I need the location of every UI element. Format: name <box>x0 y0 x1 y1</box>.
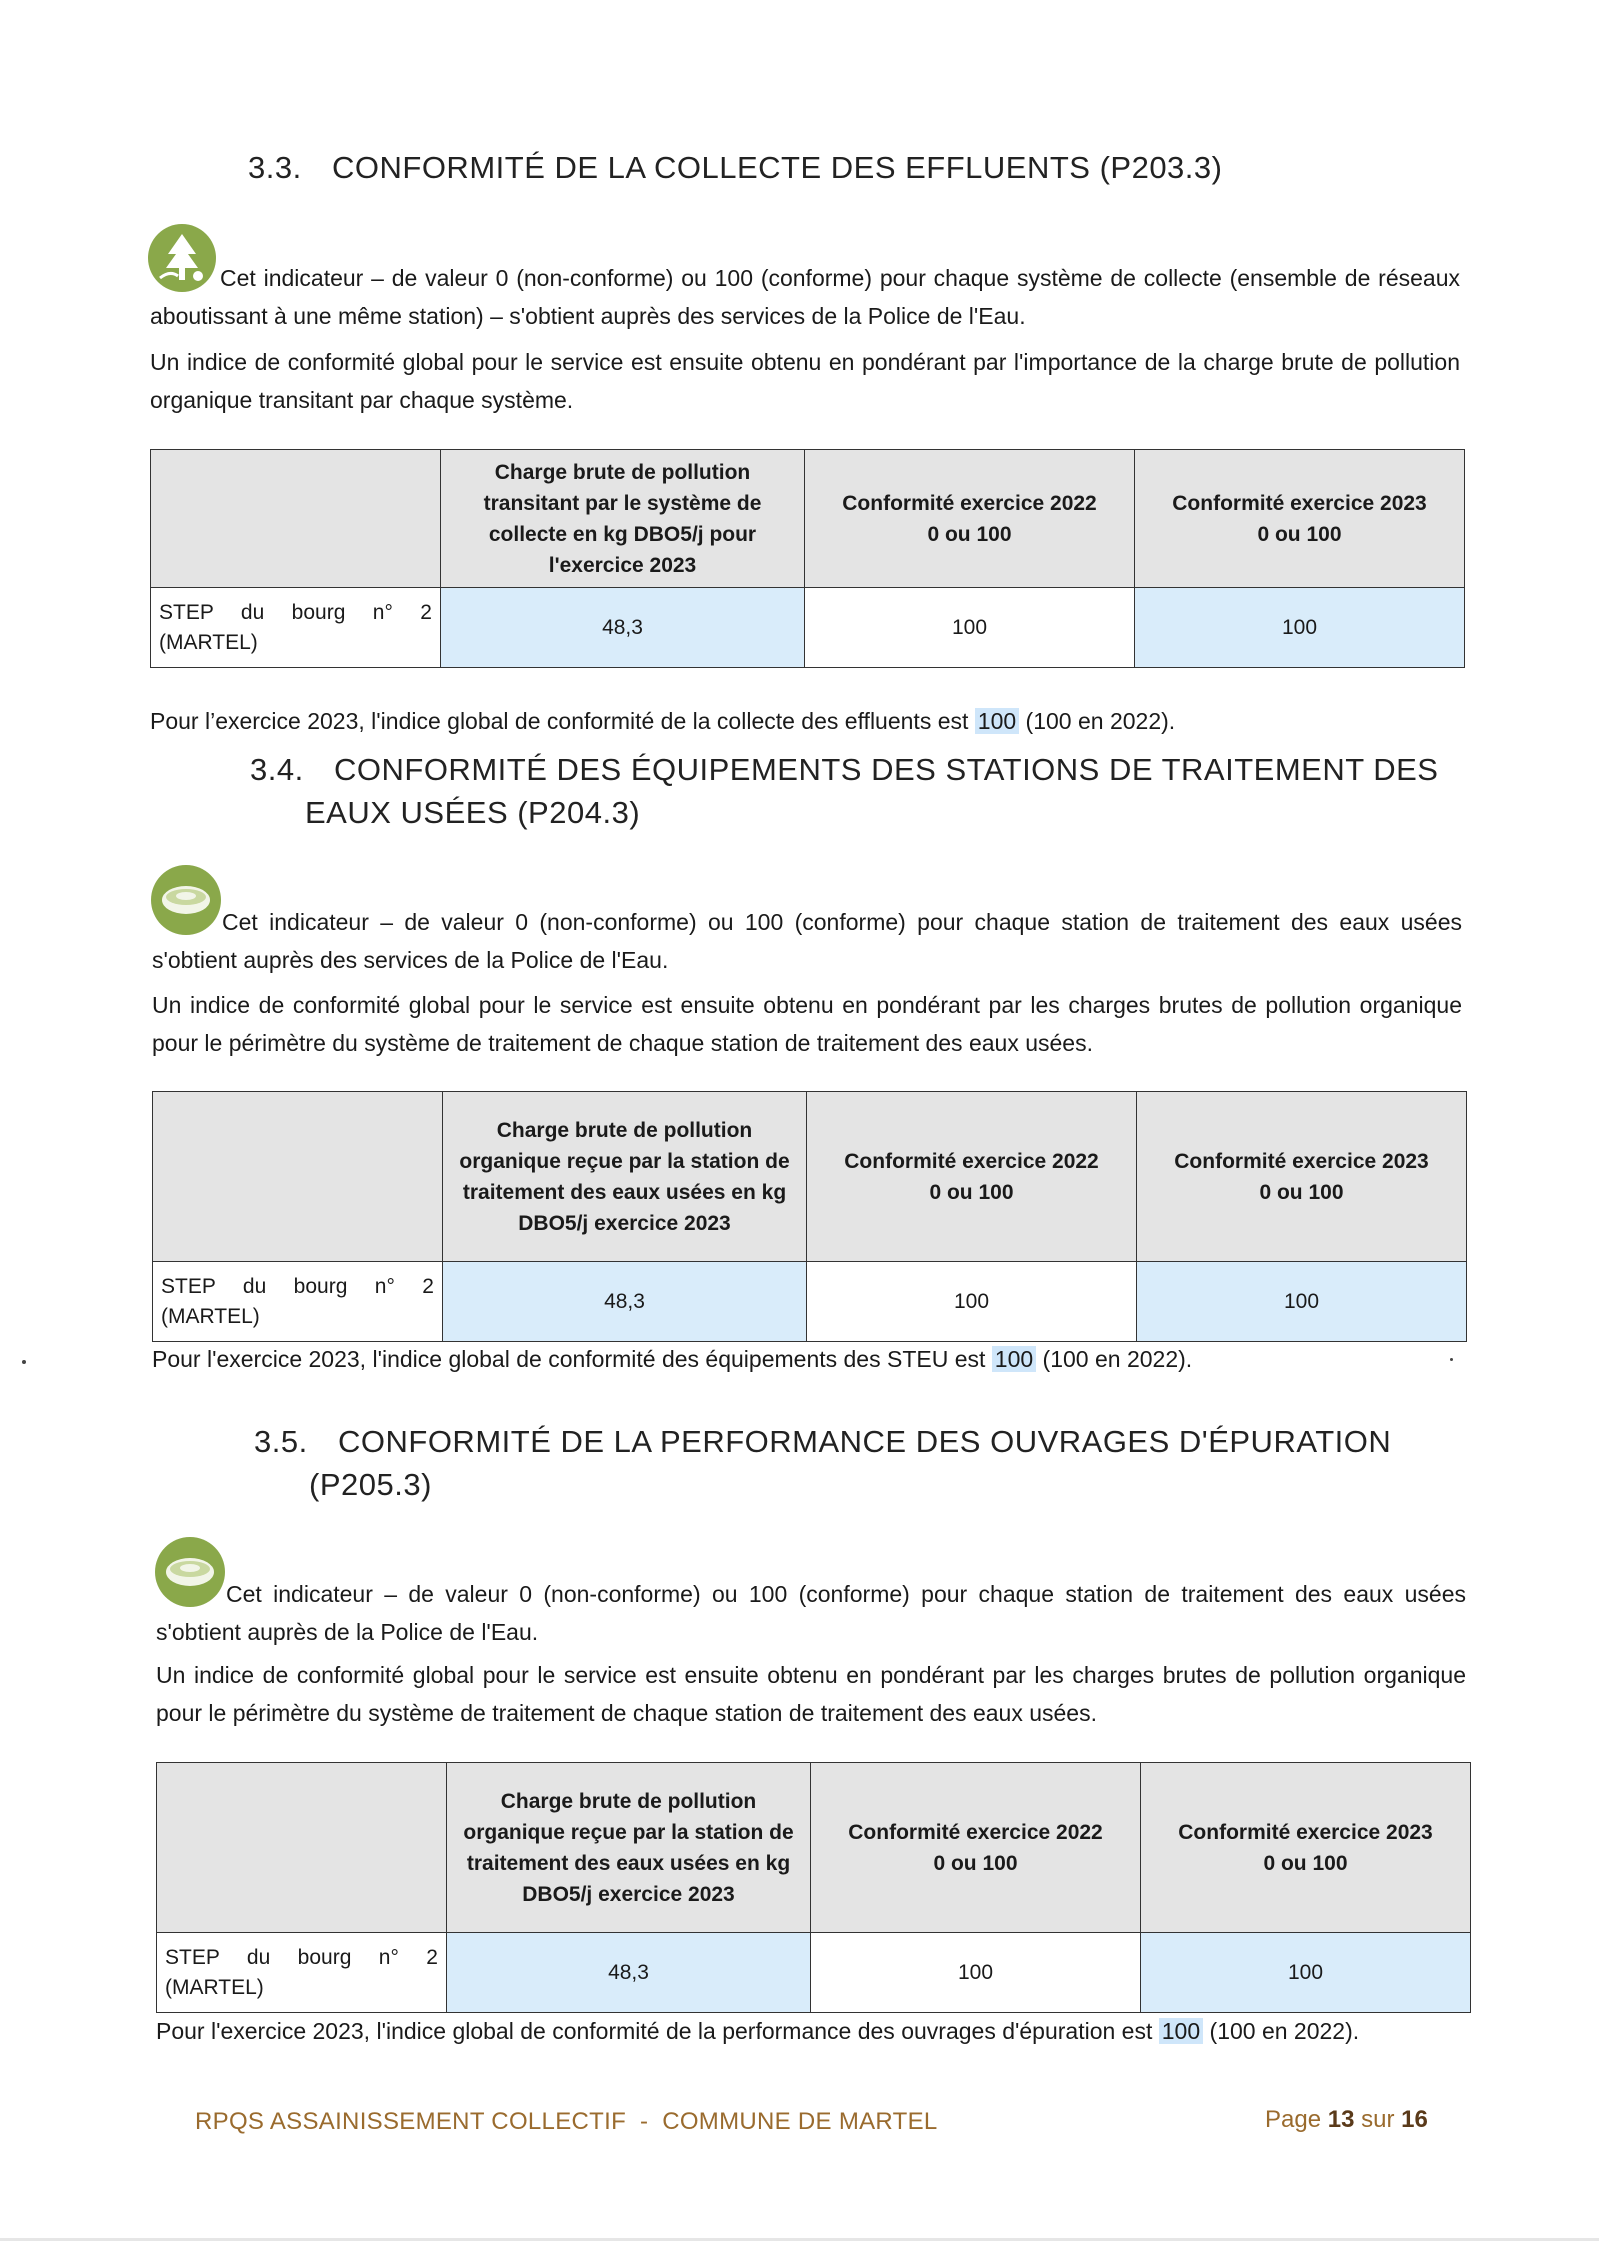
compliance-table-3-5 <box>156 1762 1471 2013</box>
section-title-3-3 <box>248 146 1448 189</box>
row-label-step: STEP du bourg n° 2 (MARTEL) <box>153 1262 443 1342</box>
bottom-rule <box>0 2238 1599 2241</box>
header-2022: Conformité exercice 2022 0 ou 100 <box>805 450 1135 588</box>
empty-header-cell <box>157 1763 447 1933</box>
table-header-row <box>151 450 1465 588</box>
section-heading-cont: (P205.3) <box>309 1467 432 1502</box>
section-heading: CONFORMITÉ DES ÉQUIPEMENTS DES STATIONS DE TRAITEMENT DES <box>334 752 1439 787</box>
page-middle: sur <box>1354 2106 1402 2133</box>
header-charge: Charge brute de pollution transitant par le système de collecte en kg DBO5/j pour l'exercice 2023 <box>441 450 805 588</box>
header-2023: Conformité exercice 2023 0 ou 100 <box>1135 450 1465 588</box>
section-intro <box>156 1575 1466 1651</box>
cell-2023: 100 <box>1137 1262 1467 1342</box>
row-label-step: STEP du bourg n° 2 (MARTEL) <box>151 588 441 668</box>
section-conclusion <box>150 702 1460 740</box>
page-prefix: Page <box>1265 2106 1328 2133</box>
conclusion-text: Pour l'exercice 2023, l'indice global de conformité de la performance des ouvrages d'épuration est <box>156 2018 1159 2044</box>
table-row <box>151 588 1465 668</box>
header-charge: Charge brute de pollution organique reçue par la station de traitement des eaux usées en kg DBO5/j exercice 2023 <box>447 1763 811 1933</box>
table-header-row <box>153 1092 1467 1262</box>
section-intro <box>150 259 1460 335</box>
cell-2022: 100 <box>807 1262 1137 1342</box>
section-number: 3.4. <box>250 752 304 787</box>
intro-text: Cet indicateur – de valeur 0 (non-conforme) ou 100 (conforme) pour chaque système de collecte (ensemble de réseaux aboutissant à une même station) – s'obtient auprès des services de la Police de l'Eau. <box>150 265 1460 329</box>
section-title-3-4 <box>250 748 1500 834</box>
cell-charge: 48,3 <box>441 588 805 668</box>
total-pages: 16 <box>1401 2106 1428 2133</box>
conclusion-suffix: (100 en 2022). <box>1019 708 1176 734</box>
section-conclusion <box>152 1340 1462 1378</box>
conclusion-value: 100 <box>1159 2018 1203 2044</box>
cell-charge: 48,3 <box>447 1933 811 2013</box>
cell-2023: 100 <box>1135 588 1465 668</box>
section-paragraph: Un indice de conformité global pour le service est ensuite obtenu en pondérant par les charges brutes de pollution organique pour le périmètre du système de traitement de chaque station de traitement des eaux usées. <box>156 1662 1466 1726</box>
section-heading-cont: EAUX USÉES (P204.3) <box>305 795 641 830</box>
header-2023: Conformité exercice 2023 0 ou 100 <box>1141 1763 1471 1933</box>
table-header-row <box>157 1763 1471 1933</box>
section-intro <box>152 903 1462 979</box>
section-paragraph: Un indice de conformité global pour le service est ensuite obtenu en pondérant par les charges brutes de pollution organique pour le périmètre du système de traitement de chaque station de traitement des eaux usées. <box>152 992 1462 1056</box>
conclusion-value: 100 <box>992 1346 1036 1372</box>
row-label-step: STEP du bourg n° 2 (MARTEL) <box>157 1933 447 2013</box>
compliance-table-3-4 <box>152 1091 1467 1342</box>
conclusion-suffix: (100 en 2022). <box>1036 1346 1193 1372</box>
intro-text: Cet indicateur – de valeur 0 (non-conforme) ou 100 (conforme) pour chaque station de traitement des eaux usées s'obtient auprès des services de la Police de l'Eau. <box>152 909 1462 973</box>
scan-speck <box>22 1360 26 1364</box>
header-2022: Conformité exercice 2022 0 ou 100 <box>811 1763 1141 1933</box>
cell-2022: 100 <box>805 588 1135 668</box>
cell-charge: 48,3 <box>443 1262 807 1342</box>
table-row <box>153 1262 1467 1342</box>
cell-2022: 100 <box>811 1933 1141 2013</box>
conclusion-text: Pour l'exercice 2023, l'indice global de conformité des équipements des STEU est <box>152 1346 992 1372</box>
header-2022: Conformité exercice 2022 0 ou 100 <box>807 1092 1137 1262</box>
section-conclusion <box>156 2012 1466 2050</box>
conclusion-suffix: (100 en 2022). <box>1203 2018 1360 2044</box>
intro-text: Cet indicateur – de valeur 0 (non-conforme) ou 100 (conforme) pour chaque station de traitement des eaux usées s'obtient auprès de la Police de l'Eau. <box>156 1581 1466 1645</box>
conclusion-text: Pour l’exercice 2023, l'indice global de conformité de la collecte des effluents est <box>150 708 975 734</box>
footer-document-title: RPQS ASSAINISSEMENT COLLECTIF - COMMUNE DE MARTEL <box>195 2108 938 2135</box>
section-heading: CONFORMITÉ DE LA PERFORMANCE DES OUVRAGES D'ÉPURATION <box>338 1424 1392 1459</box>
compliance-table-3-3 <box>150 449 1465 668</box>
current-page: 13 <box>1327 2106 1355 2133</box>
section-paragraph: Un indice de conformité global pour le service est ensuite obtenu en pondérant par l'importance de la charge brute de pollution organique transitant par chaque système. <box>150 349 1460 413</box>
scan-speck <box>1450 1358 1453 1361</box>
empty-header-cell <box>153 1092 443 1262</box>
header-charge: Charge brute de pollution organique reçue par la station de traitement des eaux usées en kg DBO5/j exercice 2023 <box>443 1092 807 1262</box>
section-number: 3.3. <box>248 150 302 185</box>
table-row <box>157 1933 1471 2013</box>
section-number: 3.5. <box>254 1424 308 1459</box>
header-2023: Conformité exercice 2023 0 ou 100 <box>1137 1092 1467 1262</box>
section-title-3-5 <box>254 1420 1504 1506</box>
conclusion-value: 100 <box>975 708 1019 734</box>
footer-page-number <box>1265 2106 1428 2134</box>
section-heading: CONFORMITÉ DE LA COLLECTE DES EFFLUENTS (P203.3) <box>332 150 1223 185</box>
empty-header-cell <box>151 450 441 588</box>
cell-2023: 100 <box>1141 1933 1471 2013</box>
